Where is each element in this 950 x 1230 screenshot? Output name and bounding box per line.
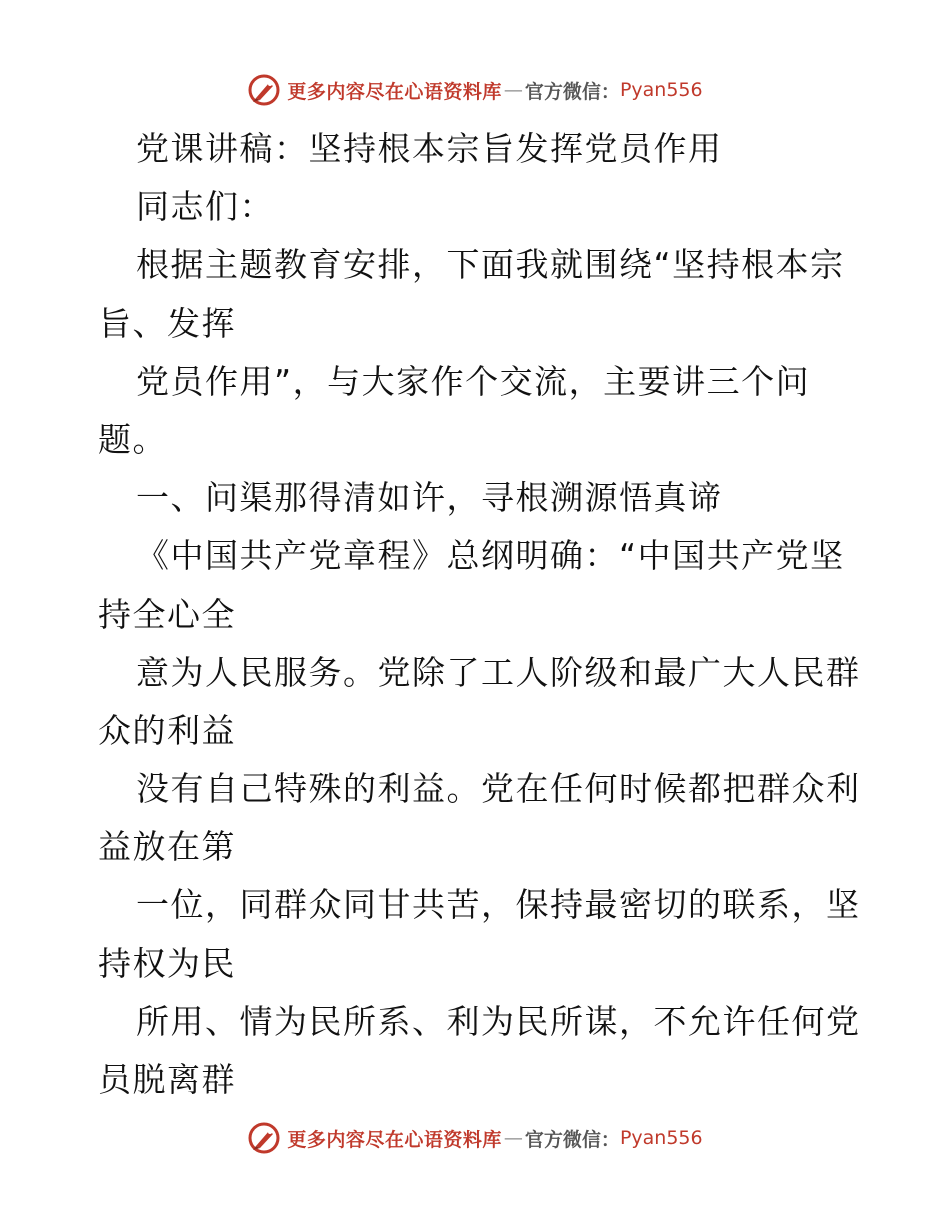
- watermark-wechat-id: Pyan556: [619, 1127, 703, 1149]
- watermark-dash: —: [503, 1127, 523, 1149]
- paragraph-line: 党员作用”，与大家作个交流，主要讲三个问: [136, 361, 811, 401]
- watermark-dash: —: [503, 79, 523, 101]
- paragraph-line: 一位，同群众同甘共苦，保持最密切的联系，坚: [136, 885, 861, 925]
- document-body: [98, 120, 861, 1109]
- paragraph-line: 益放在第: [98, 827, 236, 867]
- watermark-main-text: 更多内容尽在心语资料库: [287, 1128, 502, 1151]
- footer-watermark: [0, 1118, 950, 1158]
- watermark-main-text: 更多内容尽在心语资料库: [287, 80, 502, 103]
- watermark-wechat-id: Pyan556: [619, 79, 703, 101]
- section-heading: 一、问渠那得清如许，寻根溯源悟真谛: [136, 478, 723, 518]
- paragraph-line: 意为人民服务。党除了工人阶级和最广大人民群: [136, 652, 861, 692]
- paragraph-line: 所用、情为民所系、利为民所谋，不允许任何党: [136, 1001, 861, 1041]
- paragraph-line: 题。: [98, 419, 167, 459]
- paragraph-line: 持权为民: [98, 943, 236, 983]
- paragraph-line: 没有自己特殊的利益。党在任何时候都把群众利: [136, 769, 861, 809]
- paragraph-line: 《中国共产党章程》总纲明确：“中国共产党坚: [136, 536, 845, 576]
- document-title: 党课讲稿：坚持根本宗旨发挥党员作用: [136, 129, 723, 168]
- paragraph-line: 员脱离群: [98, 1060, 236, 1099]
- watermark-sub-text: 官方微信：: [524, 1128, 620, 1151]
- salutation: 同志们：: [136, 187, 274, 227]
- paragraph-line: 根据主题教育安排，下面我就围绕“坚持根本宗: [136, 245, 845, 285]
- pen-logo-icon: [247, 73, 281, 107]
- watermark-sub-text: 官方微信：: [524, 80, 620, 103]
- paragraph-line: 持全心全: [98, 594, 236, 634]
- paragraph-line: 旨、发挥: [98, 303, 236, 343]
- header-watermark: [0, 70, 950, 110]
- paragraph-line: 众的利益: [98, 710, 236, 750]
- pen-logo-icon: [247, 1121, 281, 1155]
